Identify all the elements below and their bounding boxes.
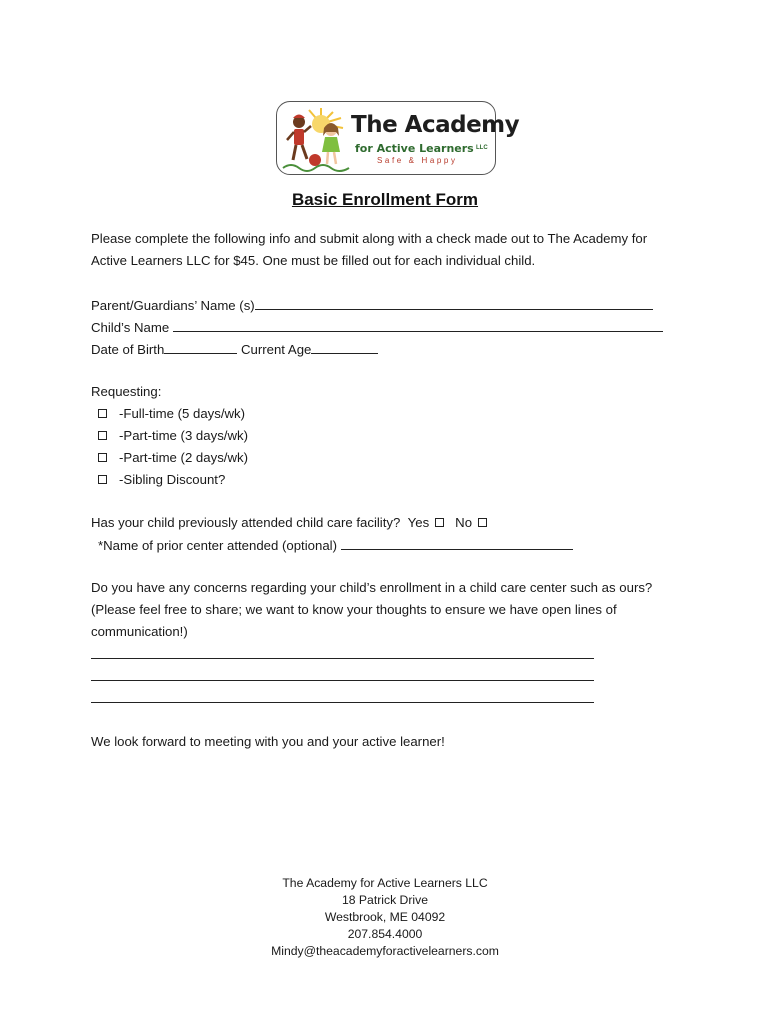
footer-phone: 207.854.4000 (347, 927, 423, 941)
child-name-field[interactable] (173, 319, 663, 332)
option-sibling-discount (98, 472, 225, 487)
parent-name-row (91, 297, 653, 313)
logo-subtitle: for Active Learners (355, 142, 474, 155)
yes-label: Yes (407, 515, 430, 530)
footer-address: 18 Patrick Drive (341, 893, 428, 907)
checkbox-part-time-3[interactable] (98, 431, 107, 440)
child-name-row (91, 319, 663, 335)
checkbox-yes[interactable] (435, 518, 444, 527)
option-part-time-3 (98, 428, 248, 443)
parent-name-field[interactable] (255, 297, 653, 310)
concerns-line-3: communication!) (91, 624, 188, 639)
checkbox-full-time[interactable] (98, 409, 107, 418)
intro-line-2: Active Learners LLC for $45. One must be filled out for each individual child. (91, 253, 536, 268)
concerns-answer-line-1[interactable] (91, 658, 594, 659)
previous-care-question: Has your child previously attended child care facility? (91, 515, 401, 530)
concerns-answer-line-2[interactable] (91, 680, 594, 681)
dob-age-row (91, 341, 378, 357)
concerns-line-2: (Please feel free to share; we want to know your thoughts to ensure we have open lines of (91, 602, 617, 617)
footer-city: Westbrook, ME 04092 (324, 910, 446, 924)
logo-tagline: Safe & Happy (377, 156, 458, 165)
child-name-label: Child’s Name (91, 320, 170, 335)
concerns-line-1: Do you have any concerns regarding your child’s enrollment in a child care center such as ours? (91, 580, 653, 595)
dob-label: Date of Birth (91, 342, 165, 357)
option-label: -Part-time (3 days/wk) (119, 428, 248, 443)
no-label: No (455, 515, 473, 530)
parent-name-label: Parent/Guardians’ Name (s) (91, 298, 255, 313)
option-part-time-2 (98, 450, 248, 465)
option-label: -Full-time (5 days/wk) (119, 406, 246, 421)
checkbox-no[interactable] (478, 518, 487, 527)
form-title: Basic Enrollment Form (291, 190, 479, 209)
option-label: -Sibling Discount? (119, 472, 226, 487)
academy-logo (276, 101, 520, 175)
logo-llc: LLC (476, 145, 488, 151)
previous-care-row (91, 515, 487, 530)
dob-field[interactable] (164, 341, 237, 354)
concerns-answer-line-3[interactable] (91, 702, 594, 703)
intro-line-1: Please complete the following info and submit along with a check made out to The Academy for (91, 231, 648, 246)
age-label: Current Age (240, 342, 312, 357)
prior-center-field[interactable] (341, 537, 573, 550)
option-label: -Part-time (2 days/wk) (119, 450, 248, 465)
checkbox-sibling-discount[interactable] (98, 475, 107, 484)
option-full-time (98, 406, 245, 421)
requesting-label: Requesting: (91, 384, 162, 399)
footer-name: The Academy for Active Learners LLC (282, 876, 488, 890)
prior-center-label: *Name of prior center attended (optional) (98, 538, 337, 553)
prior-center-row (98, 537, 573, 553)
footer-email[interactable]: Mindy@theacademyforactivelearners.com (271, 944, 499, 958)
logo-title: The Academy (351, 112, 520, 138)
children-illustration-icon (281, 104, 353, 174)
age-field[interactable] (311, 341, 378, 354)
closing-text: We look forward to meeting with you and your active learner! (91, 734, 445, 749)
checkbox-part-time-2[interactable] (98, 453, 107, 462)
